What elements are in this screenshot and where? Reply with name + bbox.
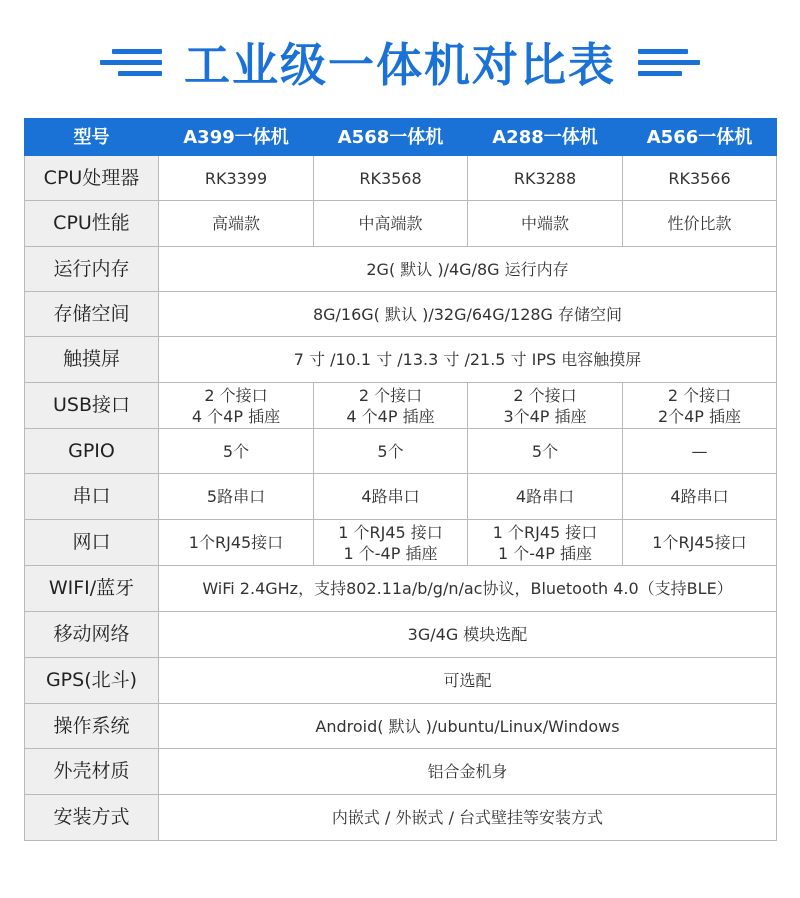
cell-line: 2 个接口	[667, 385, 732, 405]
table-header-row	[25, 119, 777, 156]
table-row	[25, 795, 777, 841]
cell-line: 1 个RJ45 接口	[492, 522, 598, 542]
row-label: USB接口	[25, 383, 159, 429]
cell-line: 1 个RJ45 接口	[338, 522, 443, 542]
cell-line: 2 个接口	[513, 385, 577, 405]
row-label: 网口	[25, 520, 159, 566]
table-row	[25, 156, 777, 201]
row-label: CPU性能	[25, 201, 159, 247]
header-product: A288一体机	[468, 119, 623, 156]
table-cell-merged: 2G( 默认 )/4G/8G 运行内存	[159, 247, 777, 292]
table-cell-merged: 铝合金机身	[159, 749, 777, 795]
table-cell: 5个	[159, 429, 314, 474]
cell-line: 3个4P 插座	[503, 406, 587, 426]
table-cell-merged: 8G/16G( 默认 )/32G/64G/128G 存储空间	[159, 292, 777, 337]
table-cell	[468, 383, 623, 429]
table-cell: 中端款	[468, 201, 623, 247]
cell-line: 2 个接口	[204, 385, 268, 405]
row-label: GPS(北斗)	[25, 658, 159, 704]
table-row	[25, 383, 777, 429]
title-bar	[0, 28, 800, 96]
row-label: 运行内存	[25, 247, 159, 292]
table-cell: 4路串口	[314, 474, 468, 520]
row-label: CPU处理器	[25, 156, 159, 201]
cell-line: 4 个4P 插座	[191, 406, 281, 426]
table-cell-merged: 7 寸 /10.1 寸 /13.3 寸 /21.5 寸 IPS 电容触摸屏	[159, 337, 777, 383]
header-model: 型号	[25, 119, 159, 156]
cell-line: 1 个-4P 插座	[498, 543, 592, 563]
table-row	[25, 337, 777, 383]
cell-line: 4 个4P 插座	[346, 406, 435, 426]
table-row	[25, 474, 777, 520]
table-cell-merged: 内嵌式 / 外嵌式 / 台式壁挂等安装方式	[159, 795, 777, 841]
row-label: 串口	[25, 474, 159, 520]
table-cell: RK3399	[159, 156, 314, 201]
table-cell	[314, 520, 468, 566]
row-label: 外壳材质	[25, 749, 159, 795]
cell-line: 2个4P 插座	[657, 406, 742, 426]
table-cell-merged: Android( 默认 )/ubuntu/Linux/Windows	[159, 704, 777, 749]
table-cell: 5个	[314, 429, 468, 474]
table-cell: 1个RJ45接口	[623, 520, 777, 566]
title-decoration-left	[100, 49, 162, 76]
table-cell-merged: 可选配	[159, 658, 777, 704]
table-cell: RK3568	[314, 156, 468, 201]
table-row	[25, 566, 777, 612]
row-label: 安装方式	[25, 795, 159, 841]
row-label: WIFI/蓝牙	[25, 566, 159, 612]
table-cell: 中高端款	[314, 201, 468, 247]
table-cell	[159, 383, 314, 429]
cell-line: 1 个-4P 插座	[343, 543, 438, 563]
comparison-table	[24, 118, 777, 841]
table-cell: 4路串口	[623, 474, 777, 520]
table-row	[25, 704, 777, 749]
table-cell: RK3288	[468, 156, 623, 201]
table-cell: 5个	[468, 429, 623, 474]
row-label: 触摸屏	[25, 337, 159, 383]
row-label: 存储空间	[25, 292, 159, 337]
table-row	[25, 247, 777, 292]
table-cell: 4路串口	[468, 474, 623, 520]
table-cell-merged: 3G/4G 模块选配	[159, 612, 777, 658]
table-cell-merged: WiFi 2.4GHz，支持802.11a/b/g/n/ac协议，Bluetooth 4.0（支持BLE）	[159, 566, 777, 612]
table-body	[25, 156, 777, 841]
header-product: A568一体机	[314, 119, 468, 156]
table-cell	[468, 520, 623, 566]
cell-line: 2 个接口	[358, 385, 423, 405]
row-label: GPIO	[25, 429, 159, 474]
table-cell	[314, 383, 468, 429]
header-product: A566一体机	[623, 119, 777, 156]
table-row	[25, 201, 777, 247]
table-cell: —	[623, 429, 777, 474]
table-cell: 性价比款	[623, 201, 777, 247]
table-row	[25, 520, 777, 566]
table-cell	[623, 383, 777, 429]
table-cell: 1个RJ45接口	[159, 520, 314, 566]
table-row	[25, 749, 777, 795]
table-cell: 5路串口	[159, 474, 314, 520]
table-row	[25, 612, 777, 658]
table-cell: RK3566	[623, 156, 777, 201]
table-cell: 高端款	[159, 201, 314, 247]
title-decoration-right	[638, 49, 700, 76]
row-label: 操作系统	[25, 704, 159, 749]
row-label: 移动网络	[25, 612, 159, 658]
header-product: A399一体机	[159, 119, 314, 156]
table-row	[25, 292, 777, 337]
table-row	[25, 429, 777, 474]
table-row	[25, 658, 777, 704]
page-title: 工业级一体机对比表	[184, 38, 616, 92]
